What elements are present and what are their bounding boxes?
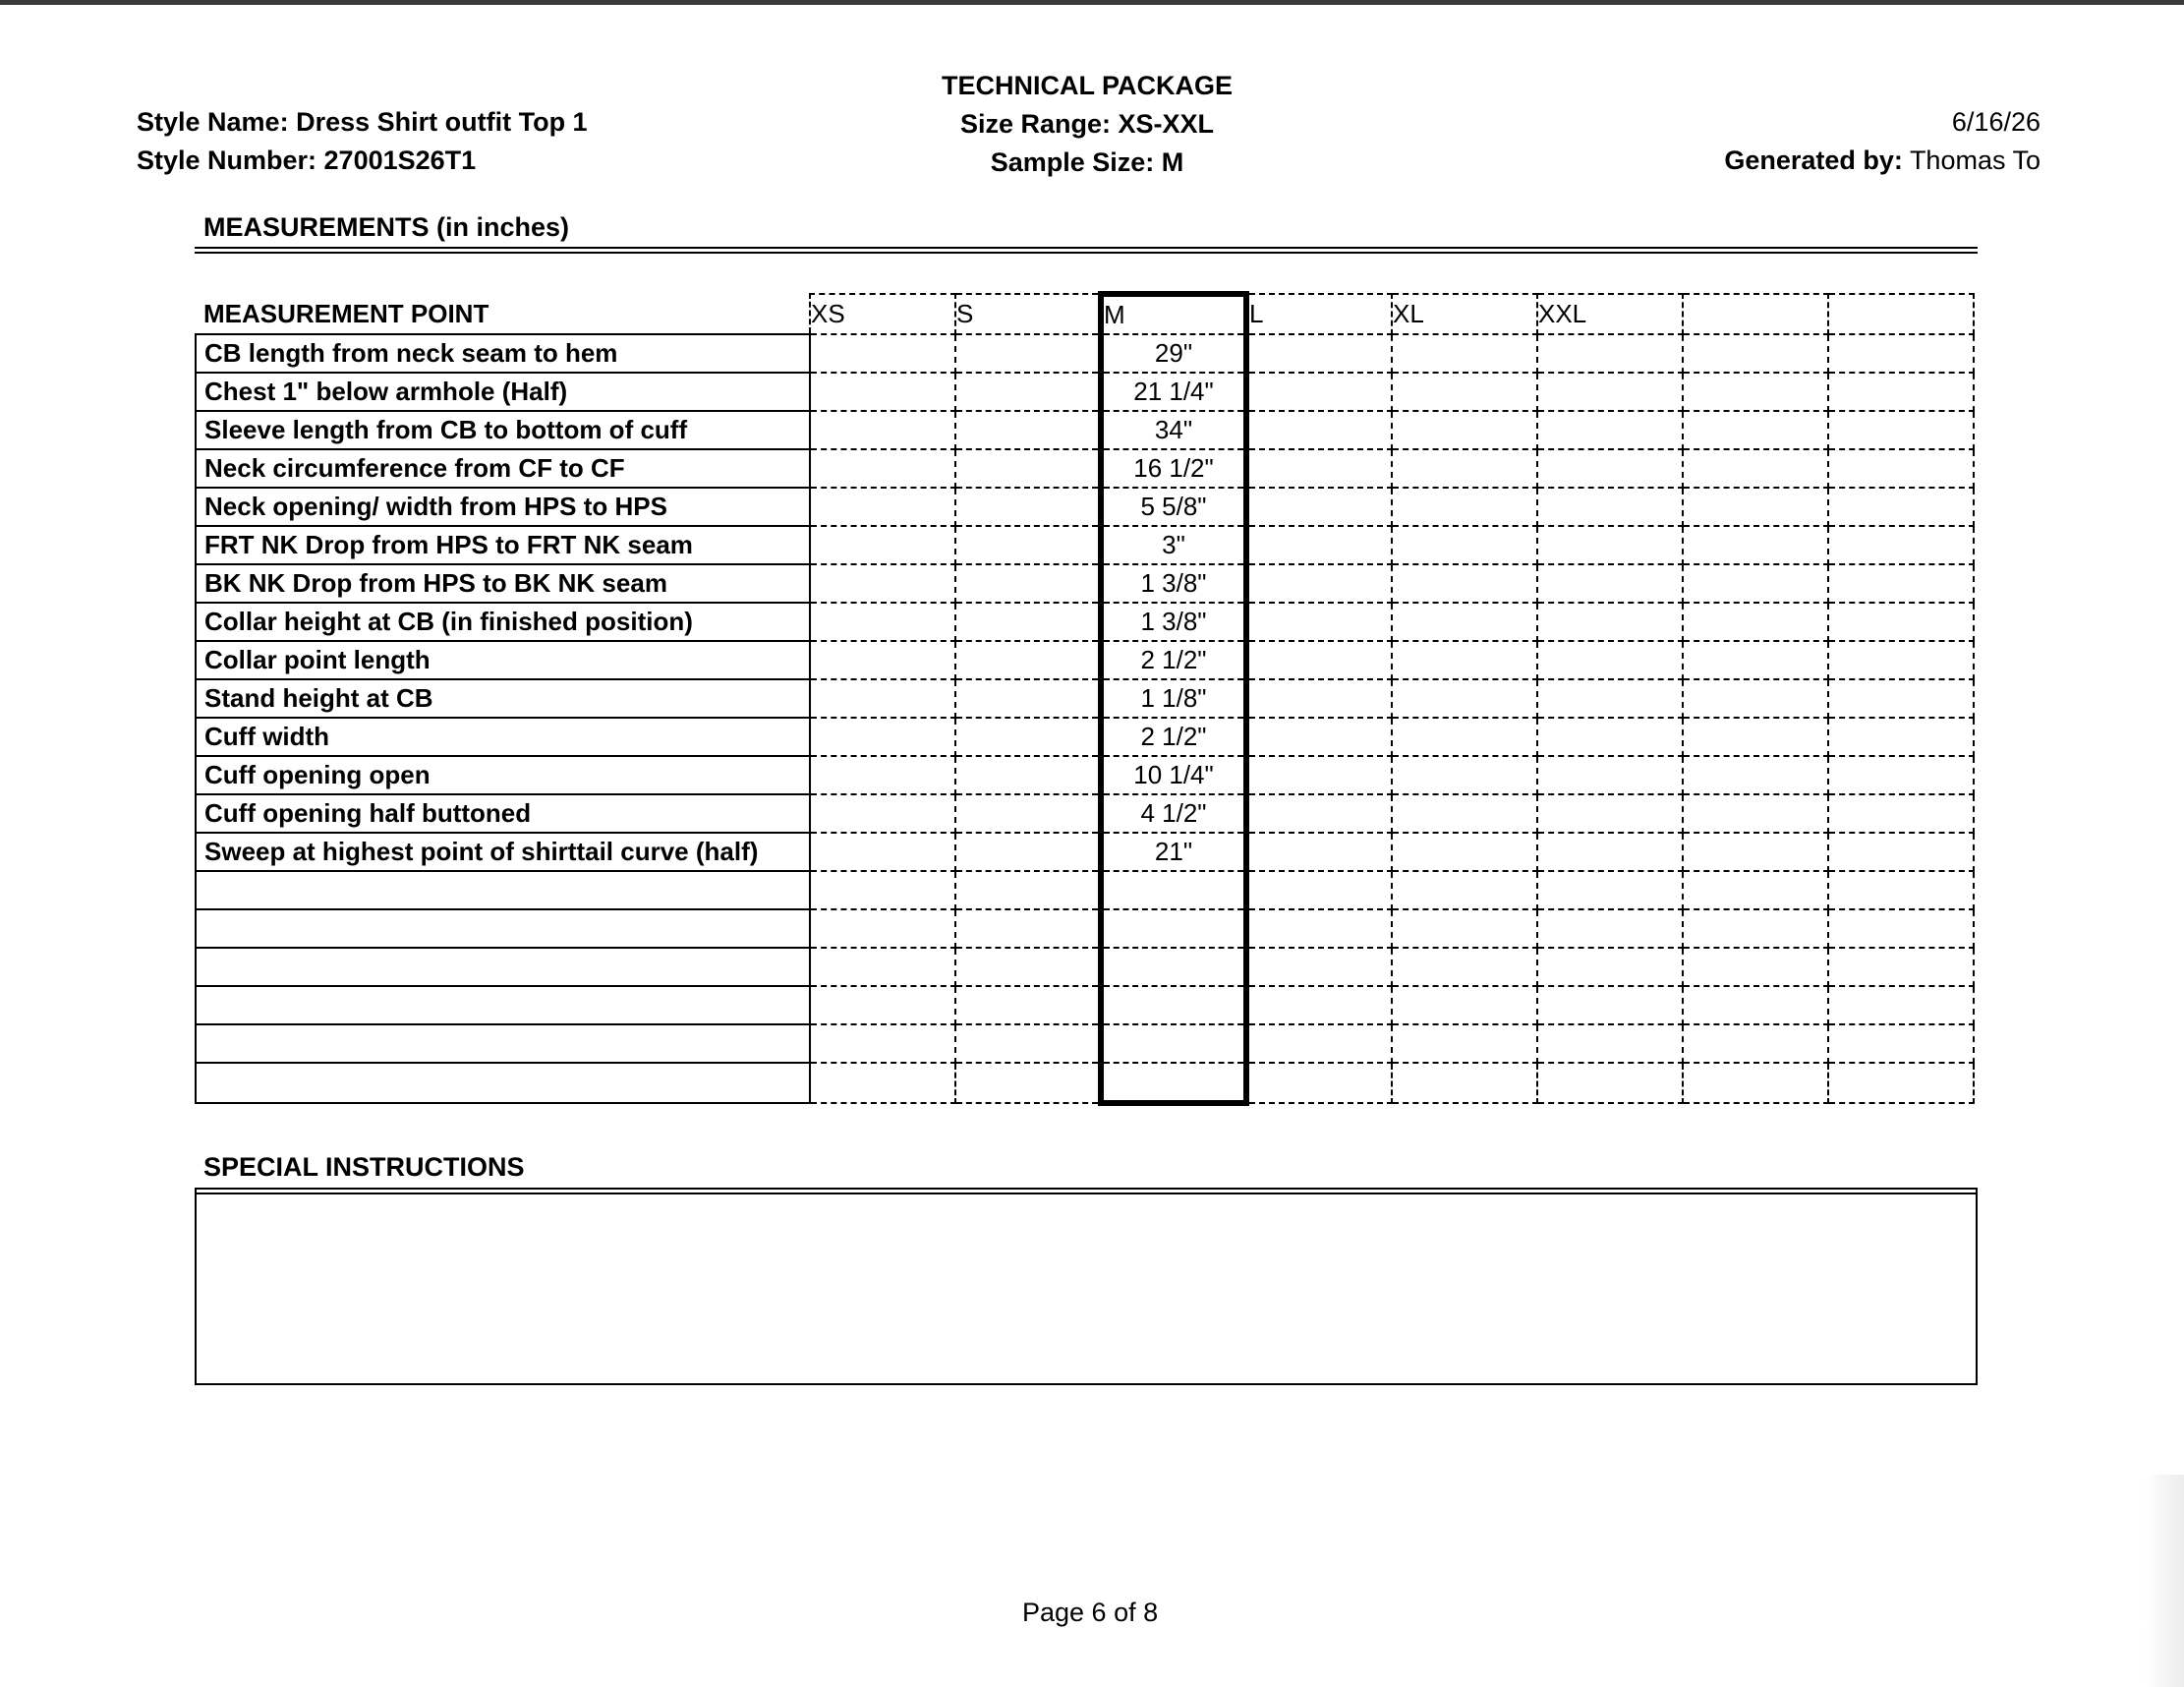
measurement-value-cell[interactable] <box>1828 986 1974 1024</box>
measurement-value-cell[interactable] <box>1537 564 1683 603</box>
table-row <box>196 833 1974 871</box>
size-header <box>1828 294 1974 334</box>
measurement-point-cell[interactable] <box>196 909 810 948</box>
measurement-value-cell[interactable] <box>1537 334 1683 373</box>
measurement-value-cell[interactable] <box>1246 833 1392 871</box>
measurement-value-cell[interactable] <box>1537 833 1683 871</box>
measurement-value-cell[interactable] <box>1246 411 1392 449</box>
table-row <box>196 1024 1974 1063</box>
size-header: XXL <box>1537 294 1683 334</box>
measurement-value-cell[interactable] <box>810 603 955 641</box>
measurement-value-cell[interactable] <box>810 1024 955 1063</box>
measurement-value-cell[interactable] <box>1101 1024 1246 1063</box>
size-header: L <box>1246 294 1392 334</box>
table-row <box>196 948 1974 986</box>
measurement-value-cell[interactable] <box>1392 488 1537 526</box>
measurement-value-cell[interactable] <box>1392 1063 1537 1103</box>
measurement-value-cell[interactable] <box>810 449 955 488</box>
table-row <box>196 488 1974 526</box>
measurement-value-cell[interactable] <box>955 718 1101 756</box>
measurement-value-cell[interactable] <box>1683 641 1828 679</box>
measurement-point-cell[interactable]: Neck opening/ width from HPS to HPS <box>196 488 810 526</box>
special-instructions-title: SPECIAL INSTRUCTIONS <box>203 1152 525 1182</box>
measurement-value-cell[interactable] <box>1392 334 1537 373</box>
generation-info-block <box>1647 106 2040 183</box>
table-row <box>196 718 1974 756</box>
measurement-value-cell[interactable] <box>810 679 955 718</box>
generated-by <box>1647 145 2040 183</box>
measurement-value-cell[interactable] <box>1683 756 1828 794</box>
measurement-point-cell[interactable]: Cuff opening open <box>196 756 810 794</box>
document-date: 6/16/26 <box>1951 107 2040 137</box>
measurement-value-cell[interactable] <box>955 411 1101 449</box>
measurement-value-cell[interactable] <box>1683 334 1828 373</box>
measurements-table <box>195 291 1975 1106</box>
measurement-value-cell[interactable] <box>1683 373 1828 411</box>
measurement-value-cell[interactable] <box>1683 526 1828 564</box>
measurement-value-cell[interactable] <box>1246 794 1392 833</box>
measurement-value-cell[interactable] <box>1828 794 1974 833</box>
measurement-value-cell[interactable]: 4 1/2" <box>1101 794 1246 833</box>
measurement-value-cell[interactable] <box>1537 679 1683 718</box>
size-range: Size Range: XS-XXL <box>959 109 1215 139</box>
section-divider <box>195 247 1978 249</box>
measurement-value-cell[interactable] <box>1537 756 1683 794</box>
measurement-value-cell[interactable] <box>1537 948 1683 986</box>
measurement-value-cell[interactable]: 1 1/8" <box>1101 679 1246 718</box>
measurement-value-cell[interactable] <box>955 756 1101 794</box>
measurement-point-cell[interactable]: Cuff opening half buttoned <box>196 794 810 833</box>
measurement-value-cell[interactable] <box>1246 909 1392 948</box>
measurement-value-cell[interactable] <box>1828 488 1974 526</box>
measurement-value-cell[interactable] <box>1392 1024 1537 1063</box>
measurement-value-cell[interactable] <box>955 1063 1101 1103</box>
measurement-value-cell[interactable] <box>1246 948 1392 986</box>
measurement-value-cell[interactable] <box>1828 1024 1974 1063</box>
measurement-value-cell[interactable] <box>1392 603 1537 641</box>
package-info-block <box>891 70 1284 185</box>
sample-size: Sample Size: M <box>990 147 1184 177</box>
measurement-point-cell[interactable] <box>196 1024 810 1063</box>
measurement-value-cell[interactable] <box>1683 871 1828 909</box>
measurement-value-cell[interactable] <box>955 373 1101 411</box>
measurement-value-cell[interactable] <box>955 833 1101 871</box>
measurement-value-cell[interactable] <box>810 948 955 986</box>
measurement-value-cell[interactable]: 34" <box>1101 411 1246 449</box>
measurement-value-cell[interactable] <box>1392 833 1537 871</box>
measurement-value-cell[interactable] <box>810 718 955 756</box>
measurement-value-cell[interactable] <box>810 756 955 794</box>
measurement-value-cell[interactable]: 10 1/4" <box>1101 756 1246 794</box>
measurement-value-cell[interactable] <box>1683 603 1828 641</box>
measurement-value-cell[interactable] <box>1537 871 1683 909</box>
table-row <box>196 909 1974 948</box>
measurement-value-cell[interactable] <box>810 986 955 1024</box>
measurement-value-cell[interactable] <box>810 488 955 526</box>
measurement-value-cell[interactable] <box>955 986 1101 1024</box>
measurement-value-cell[interactable] <box>1828 603 1974 641</box>
measurement-value-cell[interactable] <box>1828 526 1974 564</box>
measurement-value-cell[interactable] <box>1828 756 1974 794</box>
measurement-value-cell[interactable] <box>1392 373 1537 411</box>
measurement-point-cell[interactable]: Sleeve length from CB to bottom of cuff <box>196 411 810 449</box>
measurement-point-cell[interactable]: Collar height at CB (in finished position) <box>196 603 810 641</box>
measurement-value-cell[interactable] <box>1828 334 1974 373</box>
measurement-value-cell[interactable] <box>1683 411 1828 449</box>
measurement-value-cell[interactable]: 16 1/2" <box>1101 449 1246 488</box>
measurement-value-cell[interactable] <box>1537 641 1683 679</box>
measurement-value-cell[interactable] <box>955 948 1101 986</box>
measurement-value-cell[interactable] <box>1101 986 1246 1024</box>
measurement-value-cell[interactable] <box>1246 1063 1392 1103</box>
measurement-value-cell[interactable] <box>1246 334 1392 373</box>
measurement-value-cell[interactable] <box>1537 526 1683 564</box>
measurement-value-cell[interactable] <box>1828 564 1974 603</box>
measurement-value-cell[interactable] <box>955 603 1101 641</box>
document-page <box>0 5 2184 1687</box>
measurement-value-cell[interactable] <box>1101 871 1246 909</box>
measurement-value-cell[interactable] <box>1537 488 1683 526</box>
measurement-value-cell[interactable] <box>1392 526 1537 564</box>
measurement-value-cell[interactable]: 2 1/2" <box>1101 718 1246 756</box>
measurement-value-cell[interactable] <box>955 641 1101 679</box>
style-name: Style Name: Dress Shirt outfit Top 1 <box>137 107 588 137</box>
measurement-value-cell[interactable] <box>1246 986 1392 1024</box>
measurement-value-cell[interactable] <box>1828 1063 1974 1103</box>
style-number: Style Number: 27001S26T1 <box>137 145 477 175</box>
measurement-value-cell[interactable] <box>1246 488 1392 526</box>
table-row <box>196 1063 1974 1103</box>
measurement-value-cell[interactable] <box>955 564 1101 603</box>
measurement-value-cell[interactable] <box>1537 909 1683 948</box>
measurement-value-cell[interactable] <box>810 794 955 833</box>
measurement-value-cell[interactable] <box>1828 909 1974 948</box>
table-row <box>196 526 1974 564</box>
box-inner-rule <box>197 1193 1976 1194</box>
measurement-value-cell[interactable] <box>1828 449 1974 488</box>
table-row <box>196 794 1974 833</box>
measurement-value-cell[interactable] <box>1392 718 1537 756</box>
measurement-value-cell[interactable] <box>1246 564 1392 603</box>
measurement-point-cell[interactable]: Sweep at highest point of shirttail curve (half) <box>196 833 810 871</box>
measurement-value-cell[interactable] <box>810 833 955 871</box>
measurement-value-cell[interactable] <box>1392 679 1537 718</box>
measurement-value-cell[interactable] <box>1246 449 1392 488</box>
measurement-value-cell[interactable]: 1 3/8" <box>1101 564 1246 603</box>
measurement-value-cell[interactable]: 3" <box>1101 526 1246 564</box>
measurement-value-cell[interactable] <box>955 449 1101 488</box>
measurement-value-cell[interactable] <box>1246 526 1392 564</box>
measurement-value-cell[interactable]: 29" <box>1101 334 1246 373</box>
measurement-value-cell[interactable] <box>810 373 955 411</box>
table-row <box>196 679 1974 718</box>
style-info-block <box>137 106 588 183</box>
table-row <box>196 603 1974 641</box>
measurement-value-cell[interactable] <box>955 1024 1101 1063</box>
measurement-value-cell[interactable] <box>1537 1063 1683 1103</box>
measurement-value-cell[interactable] <box>1828 871 1974 909</box>
measurement-point-cell[interactable] <box>196 871 810 909</box>
measurement-value-cell[interactable] <box>1537 1024 1683 1063</box>
measurement-value-cell[interactable] <box>955 488 1101 526</box>
measurement-value-cell[interactable] <box>1537 986 1683 1024</box>
measurement-value-cell[interactable] <box>1392 564 1537 603</box>
table-row <box>196 986 1974 1024</box>
measurement-value-cell[interactable] <box>1683 909 1828 948</box>
size-header: M <box>1101 294 1246 334</box>
measurement-value-cell[interactable] <box>1101 909 1246 948</box>
measurement-value-cell[interactable] <box>1537 449 1683 488</box>
measurement-value-cell[interactable] <box>1828 641 1974 679</box>
measurement-value-cell[interactable] <box>955 909 1101 948</box>
document-title: TECHNICAL PACKAGE <box>941 71 1233 100</box>
measurement-point-cell[interactable]: BK NK Drop from HPS to BK NK seam <box>196 564 810 603</box>
measurement-value-cell[interactable] <box>955 679 1101 718</box>
size-header: S <box>955 294 1101 334</box>
measurement-value-cell[interactable] <box>810 871 955 909</box>
measurement-point-cell[interactable] <box>196 948 810 986</box>
measurement-point-cell[interactable]: Cuff width <box>196 718 810 756</box>
measurement-value-cell[interactable] <box>955 334 1101 373</box>
table-row <box>196 411 1974 449</box>
measurement-value-cell[interactable] <box>1392 756 1537 794</box>
generated-by-name: Thomas To <box>1909 145 2040 175</box>
table-body <box>196 334 1974 1103</box>
table-row <box>196 641 1974 679</box>
table-row <box>196 334 1974 373</box>
measurement-value-cell[interactable] <box>810 564 955 603</box>
measurement-value-cell[interactable] <box>1683 679 1828 718</box>
measurement-value-cell[interactable] <box>1246 641 1392 679</box>
measurement-value-cell[interactable] <box>810 411 955 449</box>
special-instructions-box[interactable] <box>195 1188 1978 1385</box>
measurement-value-cell[interactable] <box>1683 449 1828 488</box>
measurement-value-cell[interactable]: 1 3/8" <box>1101 603 1246 641</box>
measurement-value-cell[interactable] <box>1246 679 1392 718</box>
measurement-value-cell[interactable]: 2 1/2" <box>1101 641 1246 679</box>
measurement-point-cell[interactable] <box>196 1063 810 1103</box>
measurement-value-cell[interactable] <box>810 334 955 373</box>
generated-by-label: Generated by: <box>1724 145 1903 175</box>
measurement-value-cell[interactable] <box>1537 373 1683 411</box>
measurement-point-cell[interactable]: Neck circumference from CF to CF <box>196 449 810 488</box>
measurement-value-cell[interactable] <box>1537 794 1683 833</box>
measurement-value-cell[interactable] <box>1392 909 1537 948</box>
measurement-value-cell[interactable] <box>1828 948 1974 986</box>
measurement-value-cell[interactable] <box>1537 411 1683 449</box>
measurement-value-cell[interactable] <box>1537 603 1683 641</box>
table-row <box>196 756 1974 794</box>
measurement-value-cell[interactable] <box>1246 603 1392 641</box>
measurement-point-cell[interactable]: Chest 1" below armhole (Half) <box>196 373 810 411</box>
measurement-value-cell[interactable] <box>1828 411 1974 449</box>
measurement-value-cell[interactable] <box>1392 871 1537 909</box>
measurement-value-cell[interactable] <box>1392 411 1537 449</box>
measurement-value-cell[interactable] <box>1246 871 1392 909</box>
measurement-value-cell[interactable] <box>955 871 1101 909</box>
measurement-value-cell[interactable] <box>810 909 955 948</box>
measurement-point-cell[interactable]: Stand height at CB <box>196 679 810 718</box>
measurement-value-cell[interactable] <box>810 1063 955 1103</box>
measurement-value-cell[interactable] <box>1537 718 1683 756</box>
section-divider <box>195 252 1978 254</box>
measurement-value-cell[interactable] <box>955 794 1101 833</box>
measurement-value-cell[interactable] <box>1683 564 1828 603</box>
measurement-value-cell[interactable] <box>1683 488 1828 526</box>
measurement-value-cell[interactable] <box>1101 1063 1246 1103</box>
measurement-value-cell[interactable] <box>1392 948 1537 986</box>
measurement-value-cell[interactable]: 21" <box>1101 833 1246 871</box>
measurement-point-cell[interactable]: Collar point length <box>196 641 810 679</box>
table-row <box>196 564 1974 603</box>
measurement-point-cell[interactable]: FRT NK Drop from HPS to FRT NK seam <box>196 526 810 564</box>
measurements-section-title: MEASUREMENTS (in inches) <box>203 212 570 242</box>
measurement-value-cell[interactable] <box>1683 986 1828 1024</box>
measurement-value-cell[interactable]: 21 1/4" <box>1101 373 1246 411</box>
table-row <box>196 871 1974 909</box>
measurement-value-cell[interactable] <box>1683 1063 1828 1103</box>
measurement-point-header: MEASUREMENT POINT <box>196 294 810 334</box>
measurement-value-cell[interactable] <box>1828 718 1974 756</box>
page-edge-shadow <box>2145 1475 2184 1687</box>
measurement-point-cell[interactable] <box>196 986 810 1024</box>
table-header-row <box>196 294 1974 334</box>
measurement-value-cell[interactable] <box>955 526 1101 564</box>
measurement-point-cell[interactable]: CB length from neck seam to hem <box>196 334 810 373</box>
measurement-value-cell[interactable] <box>1828 679 1974 718</box>
measurement-value-cell[interactable] <box>810 526 955 564</box>
size-header: XL <box>1392 294 1537 334</box>
page-number: Page 6 of 8 <box>1022 1598 1159 1627</box>
measurement-value-cell[interactable] <box>1683 1024 1828 1063</box>
measurement-value-cell[interactable] <box>1392 794 1537 833</box>
measurement-value-cell[interactable] <box>1683 833 1828 871</box>
measurement-value-cell[interactable] <box>1828 373 1974 411</box>
measurement-value-cell[interactable] <box>1683 794 1828 833</box>
measurement-value-cell[interactable] <box>1392 641 1537 679</box>
measurement-value-cell[interactable] <box>1246 718 1392 756</box>
table-row <box>196 373 1974 411</box>
table-row <box>196 449 1974 488</box>
measurement-value-cell[interactable] <box>1246 756 1392 794</box>
measurement-value-cell[interactable]: 5 5/8" <box>1101 488 1246 526</box>
measurement-value-cell[interactable] <box>1392 986 1537 1024</box>
measurement-value-cell[interactable] <box>1101 948 1246 986</box>
size-header: XS <box>810 294 955 334</box>
size-header <box>1683 294 1828 334</box>
measurement-value-cell[interactable] <box>1683 718 1828 756</box>
measurement-value-cell[interactable] <box>1246 373 1392 411</box>
measurement-value-cell[interactable] <box>810 641 955 679</box>
measurement-value-cell[interactable] <box>1828 833 1974 871</box>
measurement-value-cell[interactable] <box>1246 1024 1392 1063</box>
measurement-value-cell[interactable] <box>1392 449 1537 488</box>
measurement-value-cell[interactable] <box>1683 948 1828 986</box>
